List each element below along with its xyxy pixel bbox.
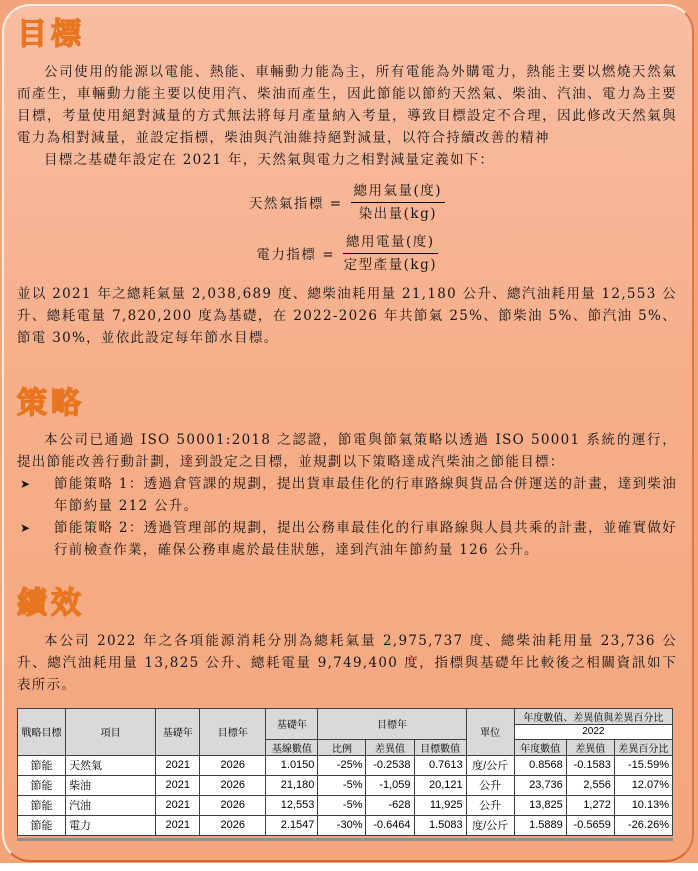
cell-diff: -0.2538 — [366, 755, 414, 775]
cell-annual: 0.8568 — [514, 755, 566, 775]
table-row-gasoline — [18, 795, 673, 815]
power-formula-numerator: 總用電量(度) — [343, 232, 438, 254]
strategy-bullet-2 — [17, 517, 677, 561]
performance-table-wrapper — [17, 708, 673, 841]
table-header-row-1 — [18, 708, 673, 724]
cell-annual-diff: -0.5659 — [566, 815, 614, 835]
header-year-2022: 2022 — [514, 724, 672, 739]
goal-paragraph-1: 公司使用的能源以電能、熱能、車輛動力能為主，所有電能為外購電力，熱能主要以燃燒天然氣而產生，車輛動力能主要以使用汽、柴油而產生，因此節能以節約天然氣、柴油、汽油、電力為主要目標，考量使用絕對減量的方式無法將每月產量納入考量，導致目標設定不合理，因此修改天然氣與電力為相對減量，並設定指標，柴油與汽油維持絕對減量，以符合持續改善的精神 — [17, 63, 677, 146]
gas-indicator-formula — [17, 181, 677, 224]
cell-goal: 節能 — [18, 795, 66, 815]
header-target-year-group: 目標年 — [318, 708, 466, 739]
power-formula-label: 電力指標 = — [256, 247, 336, 263]
cell-target-year: 2026 — [200, 795, 266, 815]
cell-baseline: 21,180 — [266, 775, 318, 795]
cell-target-year: 2026 — [200, 775, 266, 795]
cell-annual-diff: -0.1583 — [566, 755, 614, 775]
gas-formula-denominator: 染出量(kg) — [358, 205, 437, 222]
header-baseline-value: 基線數值 — [266, 739, 318, 755]
cell-baseline: 12,553 — [266, 795, 318, 815]
cell-unit: 公升 — [466, 775, 514, 795]
cell-ratio: -25% — [318, 755, 366, 775]
report-panel — [2, 4, 694, 862]
header-diff-value: 差異值 — [366, 739, 414, 755]
cell-goal: 節能 — [18, 755, 66, 775]
cell-annual-pct: -26.26% — [614, 815, 672, 835]
performance-paragraph: 本公司 2022 年之各項能源消耗分別為總耗氣量 2,975,737 度、總柴油耗用量 23,736 公升、總汽油耗用量 13,825 公升、總耗電量 9,749,400 度，指標與基礎年比較後之相關資訊如下表所示。 — [17, 632, 677, 693]
cell-ratio: -5% — [318, 775, 366, 795]
header-target-value: 目標數值 — [414, 739, 466, 755]
cell-base-year: 2021 — [156, 755, 200, 775]
header-base-year-group: 基礎年 — [266, 708, 318, 739]
cell-annual: 23,736 — [514, 775, 566, 795]
cell-target: 0.7613 — [414, 755, 466, 775]
cell-diff: -1,059 — [366, 775, 414, 795]
cell-annual-pct: 10.13% — [614, 795, 672, 815]
header-annual-diff: 差異值 — [566, 739, 614, 755]
header-unit: 單位 — [466, 708, 514, 755]
cell-base-year: 2021 — [156, 795, 200, 815]
cell-annual: 13,825 — [514, 795, 566, 815]
strategy-bullet-2-text: 節能策略 2：透過管理部的規劃，提出公務車最佳化的行車路線與人員共乘的計畫，並確實做好行前檢查作業，確保公務車處於最佳狀態，達到汽油年節約量 126 公升。 — [54, 520, 677, 558]
cell-item: 電力 — [66, 815, 156, 835]
section-heading-performance: 績效 — [17, 586, 85, 621]
cell-baseline: 2.1547 — [266, 815, 318, 835]
cell-target: 20,121 — [414, 775, 466, 795]
header-annual-diff-pct: 差異百分比 — [614, 739, 672, 755]
cell-base-year: 2021 — [156, 775, 200, 795]
section-heading-strategy: 策略 — [17, 385, 85, 421]
formula-block — [17, 181, 677, 275]
cell-baseline: 1.0150 — [266, 755, 318, 775]
strategy-bullet-list — [17, 473, 677, 561]
cell-target-year: 2026 — [200, 815, 266, 835]
cell-ratio: -30% — [318, 815, 366, 835]
strategy-paragraph: 本公司已通過 ISO 50001:2018 之認證，節電與節氣策略以透過 ISO 50001 系統的運行，提出節能改善行動計劃，達到設定之目標，並規劃以下策略達成汽柴油之節能目標： — [17, 432, 677, 470]
table-row-electricity — [18, 815, 673, 835]
cell-diff: -0.6464 — [366, 815, 414, 835]
cell-unit: 度/公斤 — [466, 755, 514, 775]
cell-diff: -628 — [366, 795, 414, 815]
header-target-year: 目標年 — [200, 708, 266, 755]
cell-goal: 節能 — [18, 815, 66, 835]
header-base-year: 基礎年 — [156, 708, 200, 755]
header-item: 項目 — [66, 708, 156, 755]
cell-unit: 度/公斤 — [466, 815, 514, 835]
cell-target: 11,925 — [414, 795, 466, 815]
power-indicator-formula — [17, 232, 677, 275]
power-formula-fraction — [343, 232, 438, 275]
gas-formula-fraction — [351, 181, 446, 224]
cell-item: 柴油 — [66, 775, 156, 795]
cell-item: 汽油 — [66, 795, 156, 815]
cell-target: 1.5083 — [414, 815, 466, 835]
header-strategic-goal: 戰略目標 — [18, 708, 66, 755]
strategy-bullet-1-text: 節能策略 1：透過倉管課的規劃，提出貨車最佳化的行車路線與貨品合併運送的計畫，達到柴油年節約量 212 公升。 — [54, 476, 677, 514]
power-formula-denominator: 定型產量(kg) — [343, 256, 437, 273]
header-annual-group: 年度數值、差異值與差異百分比 — [514, 708, 672, 724]
cell-annual-diff: 2,556 — [566, 775, 614, 795]
cell-target-year: 2026 — [200, 755, 266, 775]
goal-paragraph-3: 並以 2021 年之總耗氣量 2,038,689 度、總柴油耗用量 21,180 公升、總汽油耗用量 12,553 公升、總耗電量 7,820,200 度為基礎，在 2022-2026 年共節氣 25%、節柴油 5%、節汽油 5%、節電 30%，並依此設定每年節水目標。 — [17, 285, 677, 346]
strategy-bullet-1 — [17, 473, 677, 517]
cell-annual: 1.5889 — [514, 815, 566, 835]
cell-base-year: 2021 — [156, 815, 200, 835]
cell-unit: 公升 — [466, 795, 514, 815]
table-row-natural-gas — [18, 755, 673, 775]
arrow-bullet-icon: ➤ — [20, 477, 32, 491]
cell-goal: 節能 — [18, 775, 66, 795]
header-ratio: 比例 — [318, 739, 366, 755]
cell-item: 天然氣 — [66, 755, 156, 775]
arrow-bullet-icon: ➤ — [20, 521, 32, 535]
cell-annual-pct: -15.59% — [614, 755, 672, 775]
goal-paragraph-2: 目標之基礎年設定在 2021 年，天然氣與電力之相對減量定義如下： — [44, 151, 495, 168]
cell-annual-pct: 12.07% — [614, 775, 672, 795]
cell-annual-diff: 1,272 — [566, 795, 614, 815]
performance-table — [17, 708, 673, 836]
cell-ratio: -5% — [318, 795, 366, 815]
gas-formula-label: 天然氣指標 = — [248, 196, 343, 212]
section-heading-goal: 目標 — [17, 17, 85, 52]
header-annual-value: 年度數值 — [514, 739, 566, 755]
table-row-diesel — [18, 775, 673, 795]
gas-formula-numerator: 總用氣量(度) — [351, 181, 446, 203]
